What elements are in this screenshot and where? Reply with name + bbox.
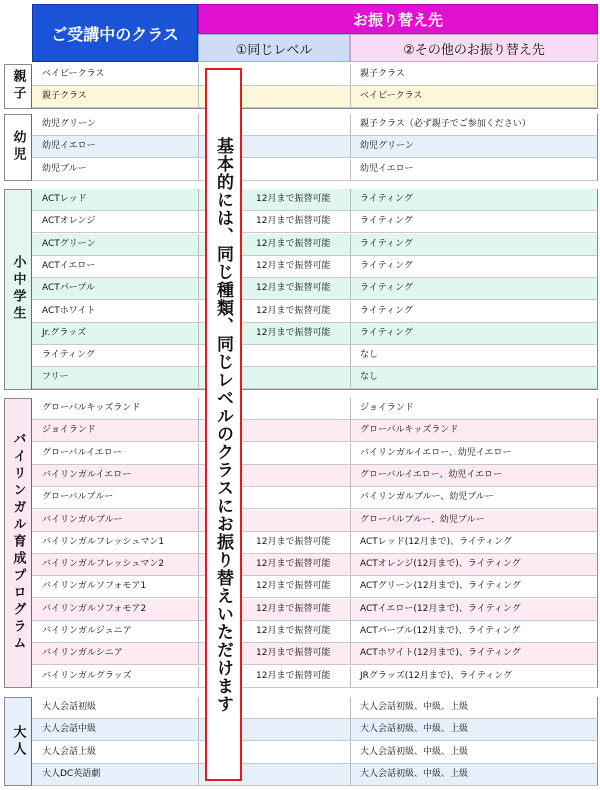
table-row bbox=[32, 234, 598, 256]
section-label: 大人 bbox=[4, 697, 32, 786]
other-transfer: ACTレッド(12月まで)、ライティング bbox=[360, 536, 512, 547]
section-label: 幼児 bbox=[4, 114, 32, 181]
same-level-note: 12月まで振替可能 bbox=[256, 648, 331, 659]
other-transfer-header: ②その他のお振り替え先 bbox=[350, 34, 598, 62]
class-name: 大人会話初級 bbox=[42, 702, 97, 712]
class-name: グローバルキッズランド bbox=[42, 403, 141, 413]
table-row bbox=[32, 159, 598, 181]
other-transfer: バイリンガルブルー、幼児ブルー bbox=[360, 492, 494, 503]
class-name: ACTホワイト bbox=[42, 305, 96, 316]
callout-text: 基本的には、同じ種類、同じレベルのクラスにお振り替えいただけます bbox=[213, 136, 233, 713]
other-transfer: 幼児イエロー bbox=[360, 163, 414, 174]
same-level-note: 12月まで振替可能 bbox=[256, 260, 331, 271]
class-name: Jr.グラッズ bbox=[42, 327, 87, 338]
table-row bbox=[32, 420, 598, 442]
table-row bbox=[32, 576, 598, 598]
table-row bbox=[32, 114, 598, 136]
class-name: ベイビークラス bbox=[42, 69, 105, 79]
class-name: バイリンガルフレッシュマン2 bbox=[42, 559, 165, 570]
other-transfer: グローバルイエロー、幼児イエロー bbox=[360, 469, 503, 480]
same-level-note: 12月まで振替可能 bbox=[256, 216, 331, 227]
other-transfer: グローバルブルー、幼児ブルー bbox=[360, 514, 485, 525]
table-row bbox=[32, 211, 598, 233]
table-row bbox=[32, 256, 598, 278]
other-transfer: ジョイランド bbox=[360, 403, 414, 413]
other-transfer: ライティング bbox=[360, 216, 413, 227]
table-row bbox=[32, 367, 598, 389]
other-transfer: ACTイエロー(12月まで)、ライティング bbox=[360, 603, 521, 614]
transfer-destination-header: お振り替え先 bbox=[198, 4, 598, 34]
class-name: バイリンガルブルー bbox=[42, 514, 123, 525]
table-row bbox=[32, 301, 598, 323]
table-row bbox=[32, 189, 598, 211]
class-name: 幼児イエロー bbox=[42, 141, 96, 152]
class-name: グローバルイエロー bbox=[42, 447, 122, 458]
table-row bbox=[32, 443, 598, 465]
other-transfer: ライティング bbox=[360, 327, 413, 338]
table-row bbox=[32, 643, 598, 665]
table-row bbox=[32, 487, 598, 509]
other-transfer: ベイビークラス bbox=[360, 91, 423, 102]
class-name: ジョイランド bbox=[42, 425, 96, 436]
class-name: ACTオレンジ bbox=[42, 216, 96, 227]
other-transfer: 幼児グリーン bbox=[360, 141, 414, 152]
table-row bbox=[32, 465, 598, 487]
same-level-note: 12月まで振替可能 bbox=[256, 670, 331, 681]
class-name: 親子クラス bbox=[42, 91, 87, 102]
other-transfer: グローバルキッズランド bbox=[360, 425, 459, 436]
table-row bbox=[32, 742, 598, 764]
same-level-note: 12月まで振替可能 bbox=[256, 581, 331, 592]
class-name: バイリンガルソフォモア1 bbox=[42, 581, 147, 592]
class-name: バイリンガルジュニア bbox=[42, 626, 132, 636]
other-transfer: 親子クラス bbox=[360, 69, 405, 79]
same-level-note: 12月まで振替可能 bbox=[256, 238, 331, 249]
class-name: ACTイエロー bbox=[42, 260, 96, 271]
same-level-note: 12月まで振替可能 bbox=[256, 559, 331, 570]
table-row bbox=[32, 697, 598, 719]
other-transfer: ACTパープル(12月まで)、ライティング bbox=[360, 626, 521, 636]
same-level-note: 12月まで振替可能 bbox=[256, 603, 331, 614]
table-row bbox=[32, 278, 598, 300]
class-name: ACTレッド bbox=[42, 194, 87, 204]
class-name: 大人DC英語劇 bbox=[42, 768, 101, 779]
class-name: フリー bbox=[42, 372, 69, 383]
class-name: バイリンガルソフォモア2 bbox=[42, 603, 147, 614]
same-level-note: 12月まで振替可能 bbox=[256, 327, 331, 338]
class-name: バイリンガルイエロー bbox=[42, 469, 132, 480]
other-transfer: ACTグリーン(12月まで)、ライティング bbox=[360, 581, 521, 592]
section-label: 小中学生 bbox=[4, 189, 32, 390]
class-name: ACTパープル bbox=[42, 283, 95, 294]
other-transfer: ACTオレンジ(12月まで)、ライティング bbox=[360, 559, 521, 570]
table-row bbox=[32, 398, 598, 420]
table-row bbox=[32, 345, 598, 367]
section-label: バイリンガル育成プログラム bbox=[4, 398, 32, 688]
table-row bbox=[32, 510, 598, 532]
other-transfer: JRグラッズ(12月まで)、ライティング bbox=[360, 670, 513, 681]
other-transfer: なし bbox=[360, 350, 379, 361]
other-transfer: ACTホワイト(12月まで)、ライティング bbox=[360, 648, 521, 659]
same-level-header: ①同じレベル bbox=[198, 34, 350, 62]
section-label: 親子 bbox=[4, 64, 32, 109]
table-row bbox=[32, 136, 598, 158]
table-row bbox=[32, 64, 598, 86]
same-level-note: 12月まで振替可能 bbox=[256, 283, 331, 294]
other-transfer: 大人会話初級、中級、上級 bbox=[360, 768, 469, 779]
same-level-note: 12月まで振替可能 bbox=[256, 626, 331, 636]
current-class-header: ご受講中のクラス bbox=[32, 4, 198, 62]
table-row bbox=[32, 719, 598, 741]
callout-box bbox=[205, 68, 242, 781]
class-name: バイリンガルフレッシュマン1 bbox=[42, 536, 165, 547]
other-transfer: ライティング bbox=[360, 283, 413, 294]
class-name: ライティング bbox=[42, 350, 95, 361]
table-row bbox=[32, 323, 598, 345]
other-transfer: 大人会話初級、中級、上級 bbox=[360, 746, 469, 757]
other-transfer: なし bbox=[360, 372, 379, 383]
class-name: 大人会話中級 bbox=[42, 724, 97, 735]
same-level-note: 12月まで振替可能 bbox=[256, 194, 331, 204]
class-name: バイリンガルシニア bbox=[42, 648, 123, 659]
class-name: バイリンガルグラッズ bbox=[42, 670, 132, 681]
other-transfer: ライティング bbox=[360, 238, 413, 249]
table-row bbox=[32, 666, 598, 688]
table-row bbox=[32, 554, 598, 576]
class-name: グローバルブルー bbox=[42, 492, 114, 503]
class-name: 大人会話上級 bbox=[42, 746, 97, 757]
other-transfer: 親子クラス（必ず親子でご参加ください） bbox=[360, 119, 531, 129]
same-level-note: 12月まで振替可能 bbox=[256, 536, 331, 547]
table-row bbox=[32, 532, 598, 554]
other-transfer: ライティング bbox=[360, 305, 413, 316]
other-transfer: ライティング bbox=[360, 194, 413, 204]
other-transfer: 大人会話初級、中級、上級 bbox=[360, 724, 469, 735]
other-transfer: バイリンガルイエロー、幼児イエロー bbox=[360, 447, 512, 458]
class-name: 幼児グリーン bbox=[42, 119, 96, 129]
table-row bbox=[32, 86, 598, 108]
same-level-note: 12月まで振替可能 bbox=[256, 305, 331, 316]
table-row bbox=[32, 599, 598, 621]
table-row bbox=[32, 764, 598, 786]
table-row bbox=[32, 621, 598, 643]
other-transfer: 大人会話初級、中級、上級 bbox=[360, 702, 469, 712]
other-transfer: ライティング bbox=[360, 260, 413, 271]
class-name: 幼児ブルー bbox=[42, 163, 87, 174]
class-name: ACTグリーン bbox=[42, 238, 96, 249]
